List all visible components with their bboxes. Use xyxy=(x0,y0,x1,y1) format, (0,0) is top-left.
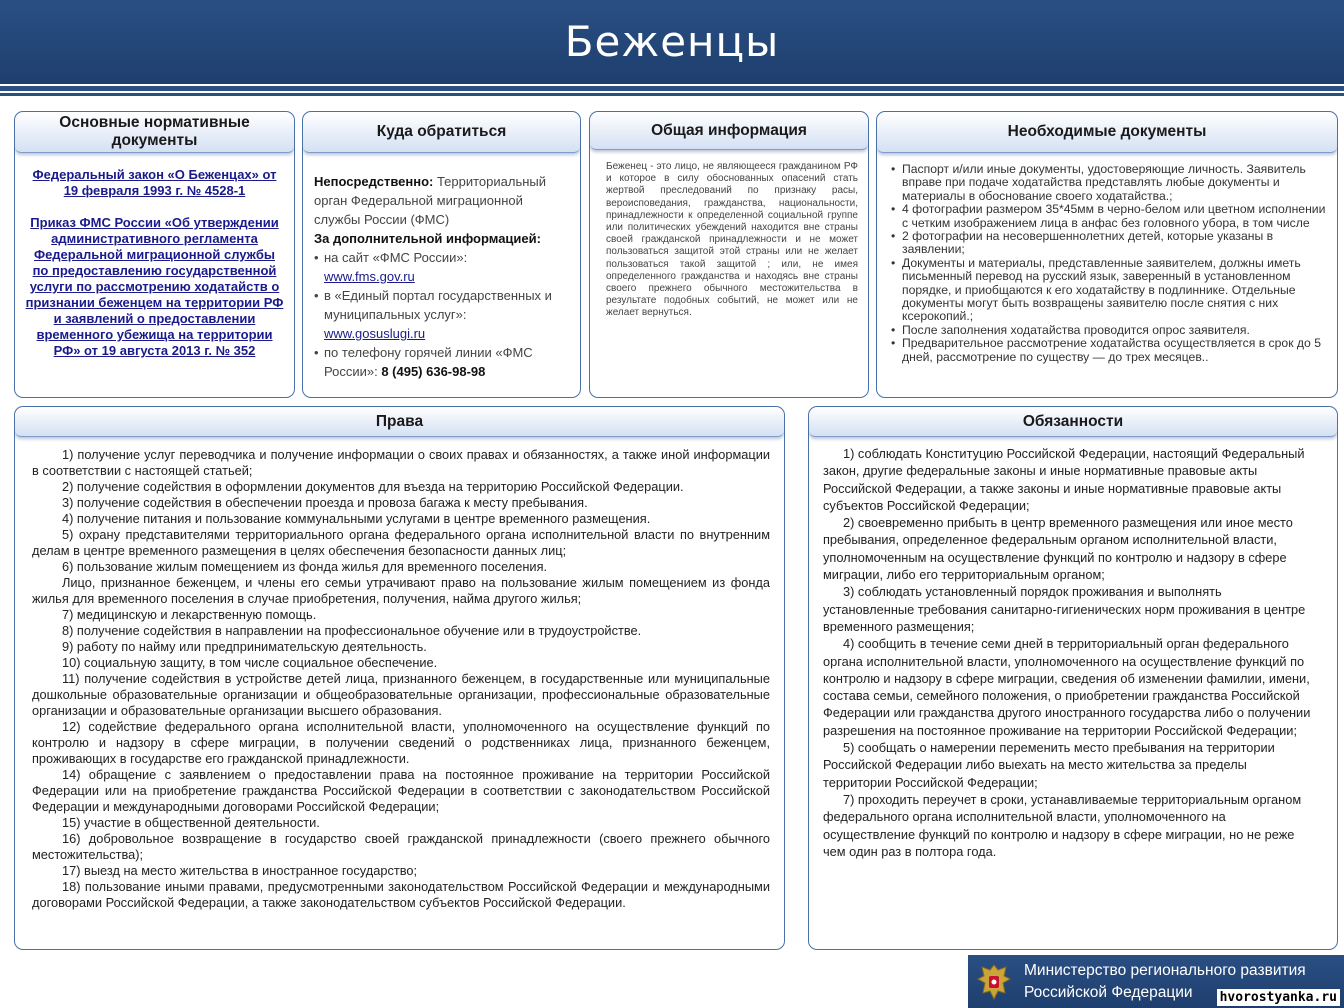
general-panel xyxy=(589,111,869,398)
where-item-phone xyxy=(314,343,572,381)
where-item-site-text: на сайт «ФМС России»: xyxy=(324,250,468,265)
law-link-1[interactable]: Федеральный закон «О Беженцах» от 19 февраля 1993 г. № 4528-1 xyxy=(32,167,277,198)
right-item: 2) получение содействия в оформлении документов для въезда на территорию Российской Федерации. xyxy=(62,479,684,494)
where-direct-text: Территориальный орган Федеральной миграционной службы России (ФМС) xyxy=(314,174,547,227)
rights-panel xyxy=(14,406,785,950)
divider-stripe xyxy=(0,86,1344,91)
right-item: 9) работу по найму или предпринимательскую деятельность. xyxy=(62,639,427,654)
rights-list xyxy=(15,447,784,949)
right-item: 12) содействие федерального органа исполнительной власти, уполномоченного на осуществление функций по контролю и надзору в сфере миграции, в получении сведений о родственниках лица, признанного беженцем, проживающих в государстве его гражданской принадлежности. xyxy=(32,719,770,766)
needed-doc-item: • После заполнения ходатайства проводится опрос заявителя. xyxy=(890,324,1327,337)
page-title: Беженцы xyxy=(564,17,780,66)
needed-doc-item: • Документы и материалы, представленные заявителем, должны иметь письменный перевод на русский язык, заверенный в установленном порядке, и приобщаются к его ходатайству в подлиннике. Отдельные документы могут быть возвращены заявителю после снятия с них ксерокопий.; xyxy=(890,257,1327,324)
law-link-2[interactable]: Приказ ФМС России «Об утверждении административного регламента Федеральной миграционной службы по предоставлению государственной услуги по рассмотрению ходатайств о признании беженцем на территории РФ и заявлений о предоставлении временного убежища на территории РФ» от 19 августа 2013 г. № 352 xyxy=(25,215,284,358)
where-direct-label: Непосредственно: xyxy=(314,174,434,189)
right-item: 8) получение содействия в направлении на профессиональное обучение или в трудоустройстве. xyxy=(62,623,642,638)
right-item: 15) участие в общественной деятельности. xyxy=(62,815,320,830)
duty-item: 5) сообщать о намерении переменить место пребывания на территории Российской Федерации либо выехать на место жительства за пределы территории Российской Федерации; xyxy=(823,740,1275,790)
needed-panel xyxy=(876,111,1338,398)
right-item: 6) пользование жилым помещением из фонда жилья для временного поселения. xyxy=(62,559,548,574)
watermark: hvorostyanka.ru xyxy=(1217,989,1340,1006)
where-extra xyxy=(314,229,572,248)
duties-list xyxy=(809,445,1337,949)
where-body xyxy=(303,172,580,397)
duty-item: 4) сообщить в течение семи дней в территориальный орган федерального органа исполнительной власти, уполномоченного на осуществление функций по контролю и надзору в сфере миграции, сведения об изменении фамилии, имени, состава семьи, семейного положения, о приобретении гражданства Российской Федерации или гражданства другого иностранного государства либо о получении разрешения на постоянное проживание на территории Российской Федерации; xyxy=(823,636,1311,738)
duties-header: Обязанности xyxy=(809,407,1337,437)
right-item: 11) получение содействия в устройстве детей лица, признанного беженцем, в государственные или муниципальные дошкольные образовательные организации и общеобразовательные организации, профессиональные образовательные организации и образовательные организации высшего образования. xyxy=(32,671,770,718)
where-item-phone-text: по телефону горячей линии «ФМС России»: xyxy=(324,345,533,379)
where-panel xyxy=(302,111,581,398)
docs-panel xyxy=(14,111,295,398)
where-item-site xyxy=(314,248,572,286)
needed-doc-item: • Предварительное рассмотрение ходатайства осуществляется в срок до 5 дней, рассмотрение по существу — до трех месяцев.. xyxy=(890,337,1327,364)
needed-doc-item: • 2 фотографии на несовершеннолетних детей, которые указаны в заявлении; xyxy=(890,230,1327,257)
fms-link[interactable]: www.fms.gov.ru xyxy=(324,269,415,284)
ministry-line2: Российской Федерации xyxy=(1024,983,1193,1001)
needed-doc-item: • Паспорт и/или иные документы, удостоверяющие личность. Заявитель вправе при подаче ходатайства представлять любые документы и материалы в обоснование своего ходатайства.; xyxy=(890,163,1327,203)
right-item: 5) охрану представителями территориального органа федерального органа исполнительной власти по внутренним делам в центре временного размещения в целях обеспечения безопасности данных лиц; xyxy=(32,527,770,558)
duties-panel xyxy=(808,406,1338,950)
where-extra-label: За дополнительной информацией: xyxy=(314,231,541,246)
right-item: 1) получение услуг переводчика и получение информации о своих правах и обязанностях, а также иной информации в соответствии с настоящей статьей; xyxy=(32,447,770,478)
needed-header: Необходимые документы xyxy=(877,112,1337,153)
hotline-phone: 8 (495) 636-98-98 xyxy=(381,364,486,379)
right-item: 16) добровольное возвращение в государство своей гражданской принадлежности (своего прежнего обычного местожительства); xyxy=(32,831,770,862)
where-direct xyxy=(314,172,572,229)
right-item: 4) получение питания и пользование коммунальными услугами в центре временного размещения. xyxy=(62,511,651,526)
right-item: Лицо, признанное беженцем, и члены его семьи утрачивают право на пользование жилым помещением из фонда жилья для временного поселения в случае приобретения, получения, найма другого жилья; xyxy=(32,575,770,606)
gosuslugi-link[interactable]: www.gosuslugi.ru xyxy=(324,326,426,341)
duty-item: 1) соблюдать Конституцию Российской Федерации, настоящий Федеральный закон, другие федеральные законы и иные нормативные правовые акты Российской Федерации, а также законы и иные нормативные правовые акты субъектов Российской Федерации; xyxy=(823,446,1305,513)
where-header: Куда обратиться xyxy=(303,112,580,153)
needed-list xyxy=(877,163,1337,397)
where-item-portal xyxy=(314,286,572,343)
right-item: 14) обращение с заявлением о предоставлении права на постоянное проживание на территории Российской Федерации или на приобретение гражданства Российской Федерации в соответствии с законодательством Российской Федерации и международными договорами Российской Федерации; xyxy=(32,767,770,814)
refugee-definition: Беженец - это лицо, не являющееся гражданином РФ и которое в силу обоснованных опасений стать жертвой преследований по признаку расы, вероисповедания, гражданства, национальности, принадлежности к определенной социальной группе или политических убеждений находится вне страны своей гражданской принадлежности и не может пользоваться защитой этой страны или не желает пользоваться такой защитой ; или, не имея определенного гражданства и находясь вне страны своего прежнего обычного местожительства в результате подобных событий, не может или не желает вернуться. xyxy=(606,161,858,319)
divider-stripe-thin xyxy=(0,93,1344,96)
title-banner xyxy=(0,0,1344,84)
right-item: 17) выезд на место жительства в иностранное государство; xyxy=(62,863,418,878)
general-header: Общая информация xyxy=(590,112,868,150)
duty-item: 2) своевременно прибыть в центр временного размещения или иное место пребывания, определенное федеральным органом исполнительной власти, уполномоченным на осуществление функций по контролю и надзору в сфере миграции, либо его территориальным органом; xyxy=(823,515,1293,583)
duty-item: 3) соблюдать установленный порядок проживания и выполнять установленные требования санитарно-гигиенических норм проживания в центре временного размещения; xyxy=(823,584,1306,634)
where-item-portal-text: в «Единый портал государственных и муниципальных услуг»: xyxy=(324,288,552,322)
ministry-line1: Министерство регионального развития xyxy=(1024,961,1306,979)
duty-item: 7) проходить переучет в сроки, устанавливаемые территориальным органом федерального органа исполнительной власти, уполномоченного на осуществление функций по контролю и надзору в сфере миграции, но не реже чем один раз в полтора года. xyxy=(823,791,1302,859)
right-item: 3) получение содействия в обеспечении проезда и провоза багажа к месту пребывания. xyxy=(62,495,588,510)
right-item: 10) социальную защиту, в том числе социальное обеспечение. xyxy=(62,655,438,670)
needed-doc-item: • 4 фотографии размером 35*45мм в черно-белом или цветном исполнении с четким изображением лица в анфас без головного убора, в том числе xyxy=(890,203,1327,230)
right-item: 7) медицинскую и лекарственную помощь. xyxy=(62,607,317,622)
eagle-emblem-icon xyxy=(976,961,1012,1003)
right-item: 18) пользование иными правами, предусмотренными законодательством Российской Федерации и международными договорами Российской Федерации, а также законодательством субъектов Российской Федерации. xyxy=(32,879,770,910)
rights-header: Права xyxy=(15,407,784,437)
docs-header: Основные нормативные документы xyxy=(15,112,294,153)
